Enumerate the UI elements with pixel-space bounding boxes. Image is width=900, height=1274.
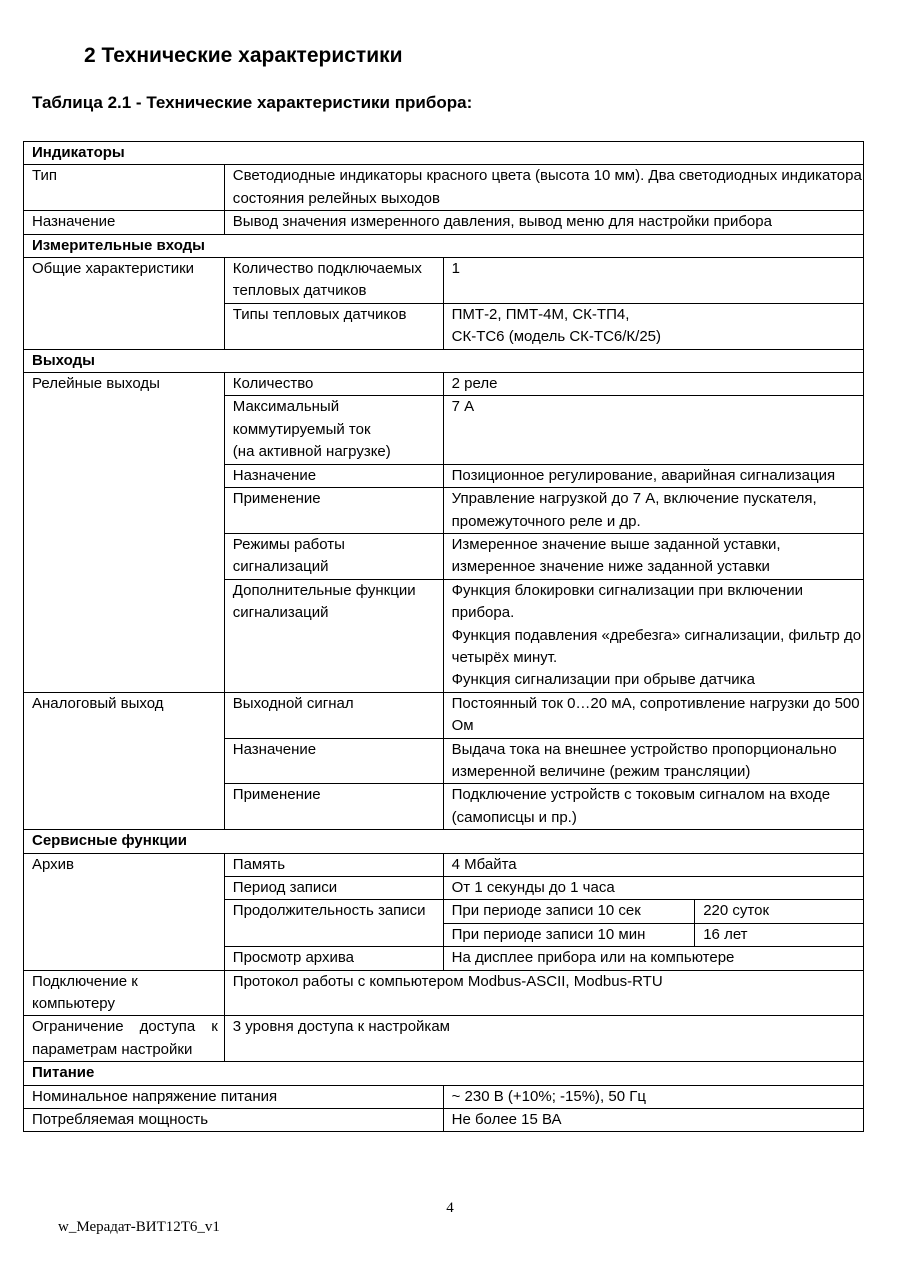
row-value: Светодиодные индикаторы красного цвета (высота 10 мм). Два светодиодных индикатора состояния релейных выходов — [224, 165, 863, 211]
param-value: От 1 секунды до 1 часа — [443, 877, 863, 900]
param-label: Количество — [224, 373, 443, 396]
param-label: Память — [224, 853, 443, 876]
section-header-outputs: Выходы — [24, 349, 864, 372]
param-label: Назначение — [224, 464, 443, 487]
row-label: Потребляемая мощность — [24, 1109, 444, 1132]
param-value: Управление нагрузкой до 7 А, включение пускателя, промежуточного реле и др. — [443, 488, 863, 534]
section-header-service: Сервисные функции — [24, 830, 864, 853]
param-label: Типы тепловых датчиков — [224, 303, 443, 349]
row-group-label: Аналоговый выход — [24, 692, 225, 829]
row-group-label: Релейные выходы — [24, 373, 225, 693]
param-label: Период записи — [224, 877, 443, 900]
param-value: 7 А — [443, 396, 863, 464]
row-value: 3 уровня доступа к настройкам — [224, 1016, 863, 1062]
param-value: Выдача тока на внешнее устройство пропорционально измеренной величине (режим трансляции) — [443, 738, 863, 784]
param-value: Постоянный ток 0…20 мА, сопротивление нагрузки до 500 Ом — [443, 692, 863, 738]
table-row — [24, 234, 864, 257]
param-value: Функция блокировки сигнализации при включении прибора. Функция подавления «дребезга» сигнализации, фильтр до четырёх минут. Функция сигнализации при обрыве датчика — [443, 579, 863, 692]
param-value: 220 суток — [695, 900, 864, 923]
param-label: Применение — [224, 488, 443, 534]
table-row — [24, 830, 864, 853]
param-label: Применение — [224, 784, 443, 830]
row-group-label: Общие характеристики — [24, 258, 225, 350]
table-row — [24, 692, 864, 738]
param-label: Режимы работы сигнализаций — [224, 533, 443, 579]
table-row — [24, 349, 864, 372]
row-label: Ограничение доступа к параметрам настройки — [24, 1016, 225, 1062]
document-footer: w_Мерадат-ВИТ12Т6_v1 — [58, 1219, 220, 1235]
row-group-label: Архив — [24, 853, 225, 970]
row-value: Протокол работы с компьютером Modbus-ASCII, Modbus-RTU — [224, 970, 863, 1016]
row-label: Назначение — [24, 211, 225, 234]
table-row — [24, 1085, 864, 1108]
table-row — [24, 373, 864, 396]
section-header-power: Питание — [24, 1062, 864, 1085]
param-label: Количество подключаемых тепловых датчиков — [224, 258, 443, 304]
param-value: Подключение устройств с токовым сигналом на входе (самописцы и пр.) — [443, 784, 863, 830]
table-row — [24, 1109, 864, 1132]
param-value: Позиционное регулирование, аварийная сигнализация — [443, 464, 863, 487]
table-row — [24, 165, 864, 211]
row-value: Вывод значения измеренного давления, вывод меню для настройки прибора — [224, 211, 863, 234]
param-label: Максимальный коммутируемый ток (на активной нагрузке) — [224, 396, 443, 464]
table-title: Таблица 2.1 - Технические характеристики прибора: — [32, 93, 473, 112]
specs-table — [23, 141, 864, 1132]
param-value: На дисплее прибора или на компьютере — [443, 947, 863, 970]
row-label: Тип — [24, 165, 225, 211]
row-value: Не более 15 ВА — [443, 1109, 863, 1132]
param-value: 2 реле — [443, 373, 863, 396]
row-value: ~ 230 В (+10%; -15%), 50 Гц — [443, 1085, 863, 1108]
table-row — [24, 1062, 864, 1085]
table-row — [24, 258, 864, 304]
table-row — [24, 970, 864, 1016]
param-value: 1 — [443, 258, 863, 304]
section-header-inputs: Измерительные входы — [24, 234, 864, 257]
param-value: 4 Мбайта — [443, 853, 863, 876]
param-label: Продолжительность записи — [224, 900, 443, 947]
table-row — [24, 1016, 864, 1062]
param-label: Дополнительные функции сигнализаций — [224, 579, 443, 692]
row-label: Подключение к компьютеру — [24, 970, 225, 1016]
table-row — [24, 853, 864, 876]
section-heading: 2 Технические характеристики — [84, 44, 403, 67]
param-value: 16 лет — [695, 923, 864, 946]
param-value: При периоде записи 10 сек — [443, 900, 695, 923]
page-number: 4 — [446, 1200, 454, 1216]
param-value: ПМТ-2, ПМТ-4М, СК-ТП4, СК-ТС6 (модель СК-ТС6/К/25) — [443, 303, 863, 349]
table-row — [24, 142, 864, 165]
section-header-indicators: Индикаторы — [24, 142, 864, 165]
table-row — [24, 211, 864, 234]
param-label: Просмотр архива — [224, 947, 443, 970]
param-label: Назначение — [224, 738, 443, 784]
row-label: Номинальное напряжение питания — [24, 1085, 444, 1108]
param-value: Измеренное значение выше заданной уставки, измеренное значение ниже заданной уставки — [443, 533, 863, 579]
param-label: Выходной сигнал — [224, 692, 443, 738]
param-value: При периоде записи 10 мин — [443, 923, 695, 946]
